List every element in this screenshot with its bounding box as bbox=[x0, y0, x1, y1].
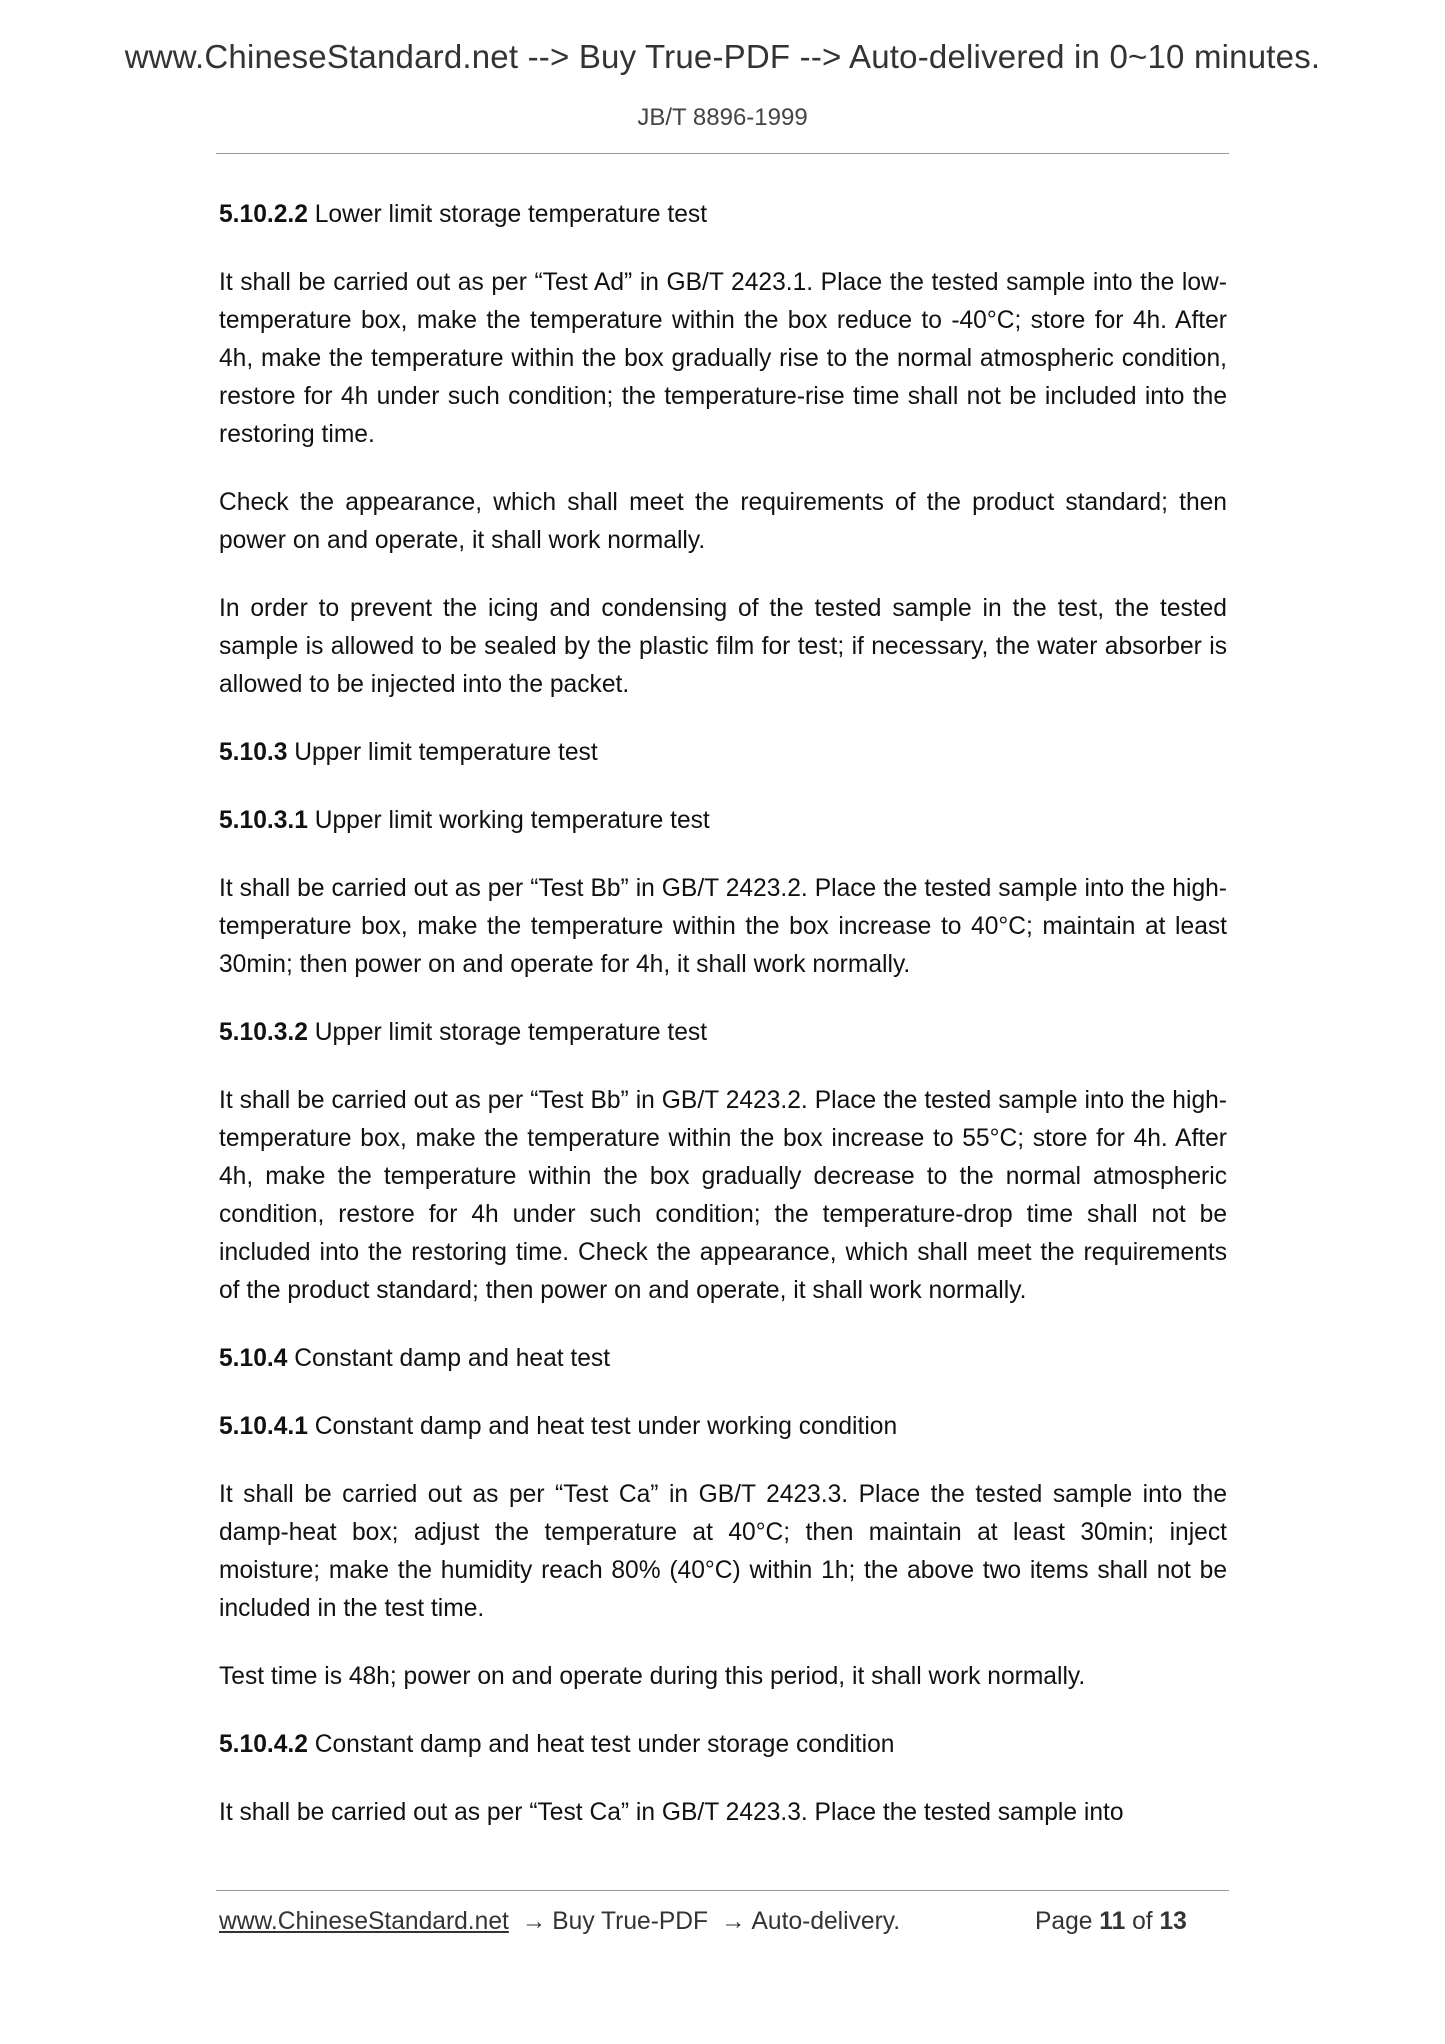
section-title: Upper limit storage temperature test bbox=[314, 1019, 708, 1046]
page-label: Page bbox=[1035, 1908, 1093, 1935]
section-number: 5.10.4.1 bbox=[219, 1413, 308, 1440]
section-heading bbox=[219, 734, 1227, 772]
section-heading bbox=[219, 1340, 1227, 1378]
section-title: Lower limit storage temperature test bbox=[314, 201, 708, 228]
section-title: Constant damp and heat test bbox=[294, 1345, 611, 1372]
section-heading bbox=[219, 1726, 1227, 1764]
section-number: 5.10.3.1 bbox=[219, 807, 308, 834]
page-total: 13 bbox=[1159, 1908, 1187, 1935]
section-number: 5.10.4 bbox=[219, 1345, 288, 1372]
arrow-right-icon: → bbox=[521, 1908, 547, 1935]
section-title: Upper limit temperature test bbox=[294, 739, 598, 766]
paragraph: It shall be carried out as per “Test Bb” in GB/T 2423.2. Place the tested sample into the high-temperature box, make the temperature within the box increase to 40°C; maintain at least 30min; then power on and operate for 4h, it shall work normally. bbox=[219, 875, 1227, 978]
section-number: 5.10.2.2 bbox=[219, 201, 308, 228]
arrow-right-icon: → bbox=[720, 1908, 746, 1935]
section-number: 5.10.3.2 bbox=[219, 1019, 308, 1046]
paragraph: It shall be carried out as per “Test Bb” in GB/T 2423.2. Place the tested sample into the high-temperature box, make the temperature within the box increase to 55°C; store for 4h. After 4h, make the temperature within the box gradually decrease to the normal atmospheric condition, restore for 4h under such condition; the temperature-drop time shall not be included into the restoring time. Check the appearance, which shall meet the requirements of the product standard; then power on and operate, it shall work normally. bbox=[219, 1087, 1227, 1304]
page-current: 11 bbox=[1099, 1908, 1126, 1935]
page-footer bbox=[219, 1908, 1227, 1936]
footer-divider bbox=[216, 1890, 1229, 1891]
footer-step-buy: Buy True-PDF bbox=[552, 1908, 709, 1935]
header-divider bbox=[216, 153, 1229, 154]
section-heading bbox=[219, 1014, 1227, 1052]
paragraph: In order to prevent the icing and condensing of the tested sample in the test, the tested sample is allowed to be sealed by the plastic film for test; if necessary, the water absorber is allowed to be injected into the packet. bbox=[219, 595, 1227, 698]
section-title: Constant damp and heat test under storage condition bbox=[314, 1731, 895, 1758]
section-number: 5.10.4.2 bbox=[219, 1731, 308, 1758]
paragraph: It shall be carried out as per “Test Ca” in GB/T 2423.3. Place the tested sample into the damp-heat box; adjust the temperature at 40°C; then maintain at least 30min; inject moisture; make the humidity reach 80% (40°C) within 1h; the above two items shall not be included in the test time. bbox=[219, 1481, 1227, 1622]
paragraph: It shall be carried out as per “Test Ca” in GB/T 2423.3. Place the tested sample into bbox=[219, 1799, 1124, 1826]
section-title: Constant damp and heat test under working condition bbox=[314, 1413, 898, 1440]
paragraph: Test time is 48h; power on and operate during this period, it shall work normally. bbox=[219, 1663, 1086, 1690]
section-heading bbox=[219, 1408, 1227, 1446]
document-body bbox=[219, 196, 1227, 1862]
page-indicator bbox=[1035, 1908, 1187, 1936]
paragraph: Check the appearance, which shall meet the requirements of the product standard; then power on and operate, it shall work normally. bbox=[219, 489, 1227, 554]
section-heading bbox=[219, 196, 1227, 234]
section-number: 5.10.3 bbox=[219, 739, 288, 766]
section-heading bbox=[219, 802, 1227, 840]
footer-step-delivery: Auto-delivery. bbox=[751, 1908, 901, 1935]
page-of: of bbox=[1132, 1908, 1153, 1935]
document-id: JB/T 8896-1999 bbox=[637, 104, 808, 131]
section-title: Upper limit working temperature test bbox=[314, 807, 710, 834]
top-banner: www.ChineseStandard.net --> Buy True-PDF --> Auto-delivered in 0~10 minutes. bbox=[124, 38, 1321, 75]
footer-site-link[interactable]: www.ChineseStandard.net bbox=[219, 1908, 509, 1935]
paragraph: It shall be carried out as per “Test Ad” in GB/T 2423.1. Place the tested sample into the low-temperature box, make the temperature within the box reduce to -40°C; store for 4h. After 4h, make the temperature within the box gradually rise to the normal atmospheric condition, restore for 4h under such condition; the temperature-rise time shall not be included into the restoring time. bbox=[219, 269, 1227, 448]
